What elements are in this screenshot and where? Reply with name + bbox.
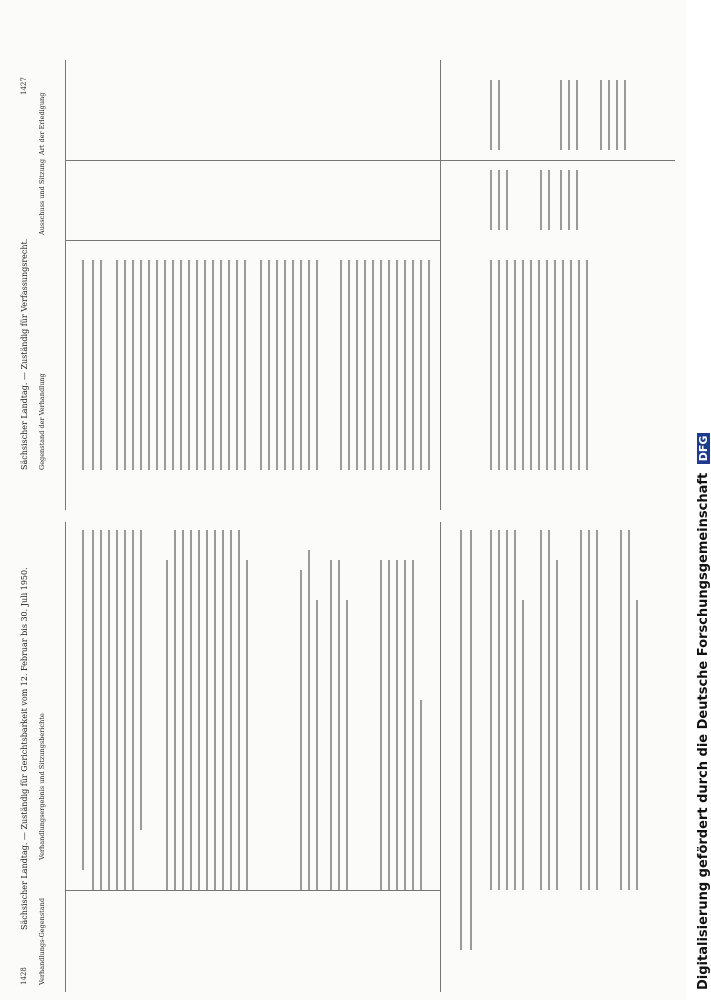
right-col-heading-1: Gegenstand der Verhandlung [38,373,46,470]
right-col-heading-3: Art der Erledigung [38,92,46,155]
dfg-logo: DFG [697,433,710,465]
left-running-header: Sächsischer Landtag. — Zuständig für Gerichtsbarkeit vom 12. Februar bis 30. Juli 1950. [20,567,29,930]
left-col-heading-2: Verhandlungsergebnis und Sitzungsberichte [38,713,46,860]
dfg-credit-text: Digitalisierung gefördert durch die Deutsche Forschungsgemeinschaft [696,472,711,990]
right-running-header: Sächsischer Landtag. — Zuständig für Verfassungsrecht. [20,238,29,470]
right-col-row-sep-2 [65,160,675,161]
right-col-separator-a [440,60,441,510]
right-col-row-sep-1 [65,240,440,241]
left-col-row-sep [65,890,440,891]
left-col-heading-1: Verhandlungs-Gegenstand [38,897,46,985]
right-col-heading-2: Ausschuss und Sitzung [38,158,46,235]
right-page-number: 1427 [20,77,28,95]
left-page-number: 1428 [20,967,28,985]
right-header-bottom-rule [65,60,66,510]
left-header-bottom-rule [65,522,66,992]
left-col-separator [440,522,441,992]
dfg-credit [696,433,711,990]
